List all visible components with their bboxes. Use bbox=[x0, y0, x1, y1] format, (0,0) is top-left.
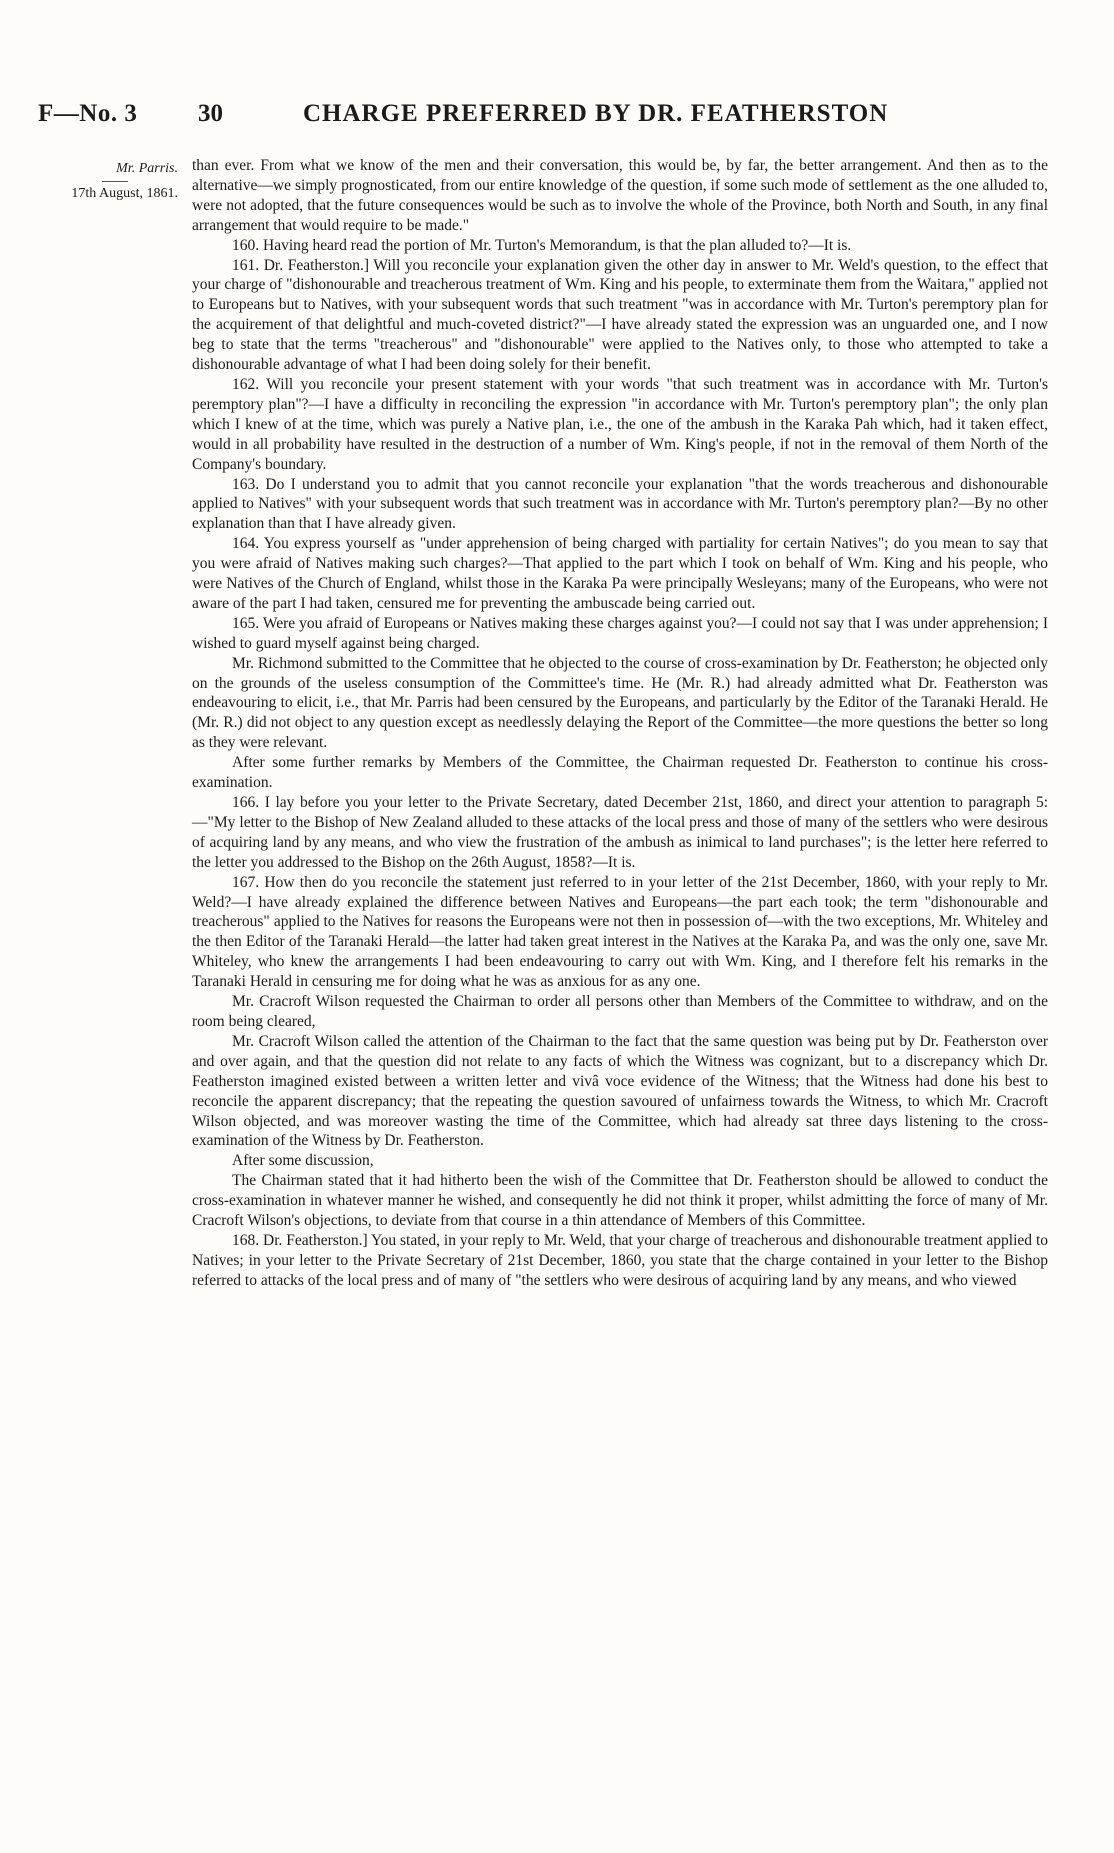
paragraph: Mr. Cracroft Wilson requested the Chairman to order all persons other than Members of the Committee to withdraw, and on the room being cleared, bbox=[192, 993, 1048, 1030]
paragraph: 164. You express yourself as "under apprehension of being charged with partiality for certain Natives"; do you mean to say that you were afraid of Natives making such charges?—That applied to the part which I took on behalf of Wm. King and his people, who were Natives of the Church of England, whilst those in the Karaka Pa were principally Wesleyans; many of the Europeans, who were not aware of the part I had taken, censured me for preventing the ambuscade being carried out. bbox=[192, 535, 1048, 612]
paragraph: After some discussion, bbox=[232, 1152, 374, 1170]
margin-speaker: Mr. Parris. bbox=[116, 161, 178, 176]
document-reference: F—No. 3 bbox=[38, 100, 138, 127]
paragraph: After some further remarks by Members of the Committee, the Chairman requested Dr. Featherston to continue his cross-examination. bbox=[192, 754, 1048, 792]
paragraph: The Chairman stated that it had hitherto been the wish of the Committee that Dr. Featherston should be allowed to conduct the cross-examination in whatever manner he wished, and consequently he did not think it proper, whilst admitting the force of many of Mr. Cracroft Wilson's objections, to deviate from that course in a thin attendance of Members of this Committee. bbox=[192, 1172, 1048, 1230]
paragraph: than ever. From what we know of the men and their conversation, this would be, by far, the better arrangement. And then as to the alternative—we simply prognosticated, from our entire knowledge of the question, if some such mode of settlement as the one alluded to, were not adopted, that the future consequences would be such as to involve the whole of the Province, both North and South, in any final arrangement that would require to be made." bbox=[192, 157, 1048, 234]
margin-rule bbox=[102, 181, 128, 182]
page-header bbox=[38, 100, 1048, 136]
body-text bbox=[192, 156, 1048, 1291]
paragraph: 167. How then do you reconcile the statement just referred to in your letter of the 21st December, 1860, with your reply to Mr. Weld?—I have already explained the difference between Natives and Europeans—the part each took; the term "dishonourable and treacherous" applied to the Natives for reasons the Europeans were not then in possession of—with the two exceptions, Mr. Whiteley and the then Editor of the Taranaki Herald—the latter had taken great interest in the Natives at the Karaka Pa, and was the only one, save Mr. Whiteley, who knew the arrangements I had been endeavouring to carry out with Wm. King, and I therefore felt his remarks in the Taranaki Herald in censuring me for doing what he was as anxious for as any one. bbox=[192, 873, 1048, 991]
paragraph: 168. Dr. Featherston.] You stated, in your reply to Mr. Weld, that your charge of treacherous and dishonourable treatment applied to Natives; in your letter to the Private Secretary of 21st December, 1860, you state that the charge contained in your letter to the Bishop referred to attacks of the local press and of many of "the settlers who were desirous of acquiring land by any means, and who viewed bbox=[192, 1231, 1048, 1289]
margin-date: 17th August, 1861. bbox=[71, 186, 178, 201]
margin-note bbox=[18, 160, 178, 203]
paragraph: 162. Will you reconcile your present statement with your words "that such treatment was in accordance with Mr. Turton's peremptory plan"?—I have a difficulty in reconciling the expression "in accordance with Mr. Turton's peremptory plan"; the only plan which I knew of at the time, which was purely a Native plan, i.e., the one of the ambush in the Karaka Pah which, had it taken effect, would in all probability have resulted in the destruction of a number of Wm. King's people, if not in the removal of them North of the Company's boundary. bbox=[192, 375, 1048, 473]
paragraph: 166. I lay before you your letter to the Private Secretary, dated December 21st, 1860, and direct your attention to paragraph 5:—"My letter to the Bishop of New Zealand alluded to these attacks of the local press and those of many of the settlers who were desirous of acquiring land by any means, and who view the frustration of the ambush as inimical to land purchases"; is the letter here referred to the letter you addressed to the Bishop on the 26th August, 1858?—It is. bbox=[192, 794, 1048, 871]
page-number: 30 bbox=[198, 100, 223, 127]
paragraph: Mr. Cracroft Wilson called the attention of the Chairman to the fact that the same question was being put by Dr. Featherston over and over again, and that the question did not relate to any facts of which the Witness was cognizant, but to a discrepancy which Dr. Featherston imagined existed between a written letter and vivâ voce evidence of the Witness; that the Witness had done his best to reconcile the apparent discrepancy; that the repeating the question savoured of unfairness towards the Witness, to which Mr. Cracroft Wilson objected, and was moreover wasting the time of the Committee, which had already sat three days listening to the cross-examination of the Witness by Dr. Featherston. bbox=[192, 1032, 1048, 1150]
paragraph: Mr. Richmond submitted to the Committee that he objected to the course of cross-examination by Dr. Featherston; he objected only on the grounds of the useless consumption of the Committee's time. He (Mr. R.) had already admitted what Dr. Featherston was endeavouring to elicit, i.e., that Mr. Parris had been censured by the Europeans, and particularly by the Editor of the Taranaki Herald. He (Mr. R.) did not object to any question except as needlessly delaying the Report of the Committee—the more questions the better so long as they were relevant. bbox=[192, 654, 1048, 752]
paragraph: 165. Were you afraid of Europeans or Natives making these charges against you?—I could not say that I was under apprehension; I wished to guard myself against being charged. bbox=[192, 614, 1048, 652]
paragraph: 163. Do I understand you to admit that you cannot reconcile your explanation "that the words treacherous and dishonourable applied to Natives" with your subsequent words that such treatment was in accordance with Mr. Turton's peremptory plan?—By no other explanation than that I have already given. bbox=[192, 475, 1048, 533]
paragraph: 160. Having heard read the portion of Mr. Turton's Memorandum, is that the plan alluded to?—It is. bbox=[232, 236, 852, 254]
page-title: CHARGE PREFERRED BY DR. FEATHERSTON bbox=[303, 100, 889, 127]
paragraph: 161. Dr. Featherston.] Will you reconcile your explanation given the other day in answer to Mr. Weld's question, to the effect that your charge of "dishonourable and treacherous treatment of Wm. King and his people, to exterminate them from the Waitara," applied not to Europeans but to Natives, with your subsequent words that such treatment "was in accordance with Mr. Turton's peremptory plan for the acquirement of that delightful and much-coveted district?"—I have already stated the expression was an unguarded one, and I now beg to state that the terms "treacherous" and "dishonourable" were applied to the Natives only, to those who attempted to take a dishonourable advantage of what I had been doing solely for their benefit. bbox=[192, 256, 1048, 374]
